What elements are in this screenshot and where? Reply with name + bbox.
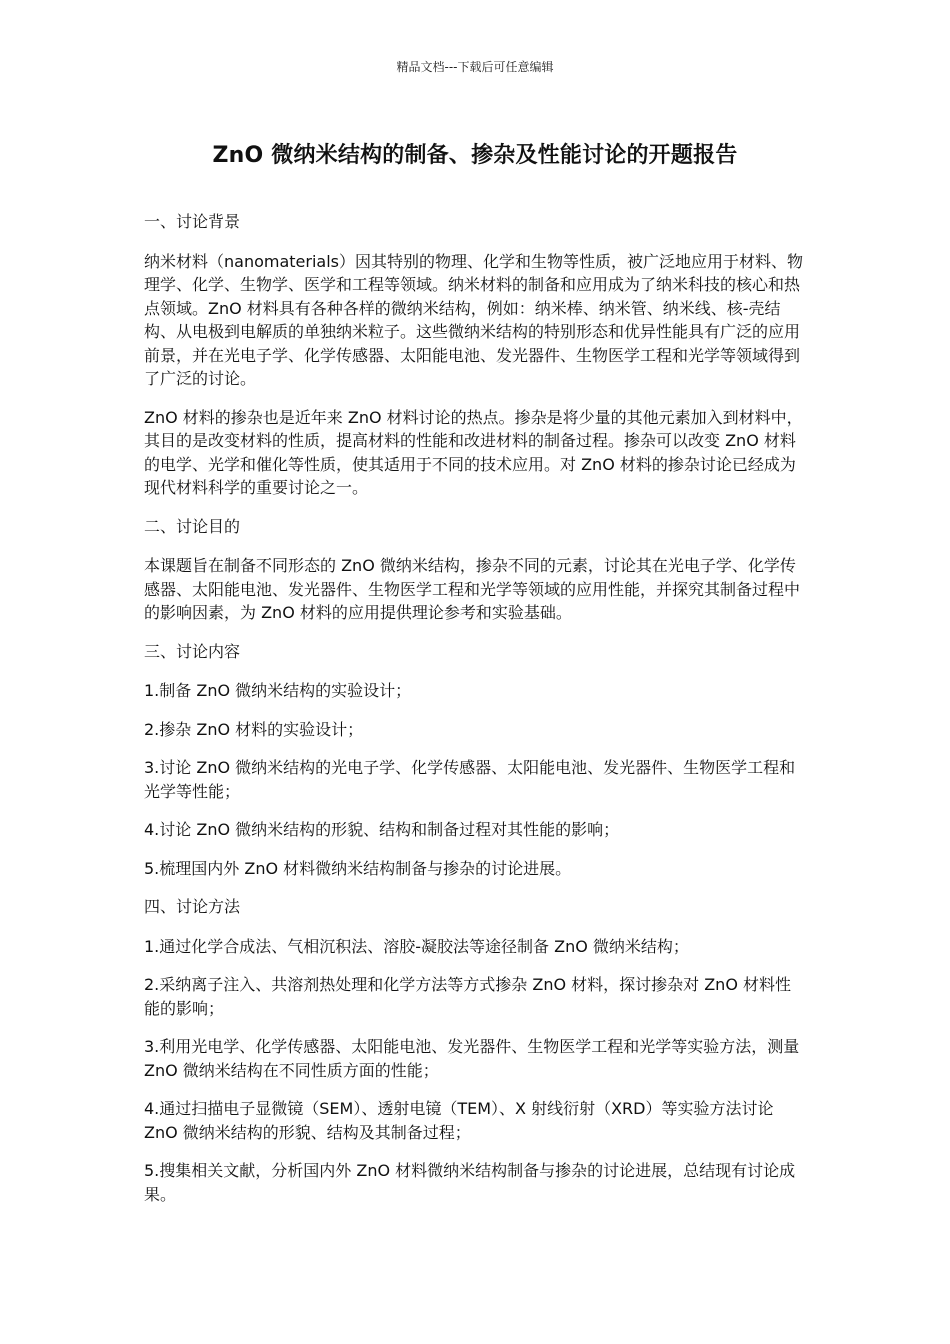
list-item: 4.讨论 ZnO 微纳米结构的形貌、结构和制备过程对其性能的影响；: [144, 820, 620, 839]
list-item: 3.讨论 ZnO 微纳米结构的光电子学、化学传感器、太阳能电池、发光器件、生物医学工程和光学等性能；: [144, 758, 796, 801]
section-heading-purpose: 二、讨论目的: [144, 516, 241, 536]
section-heading-background: 一、讨论背景: [144, 212, 241, 231]
list-item: 1.制备 ZnO 微纳米结构的实验设计；: [144, 681, 412, 700]
paragraph: 纳米材料（nanomaterials）因其特别的物理、化学和生物等性质，被广泛地应用于材料、物理学、化学、生物学、医学和工程等领域。纳米材料的制备和应用成为了纳米科技的核心和热点领域。ZnO 材料具有各种各样的微纳米结构，例如：纳米棒、纳米管、纳米线、核-壳结构、从电极到电解质的单独纳米粒子。这些微纳米结构的特别形态和优异性能具有广泛的应用前景，并在光电子学、化学传感器、太阳能电池、发光器件、生物医学工程和光学等领域得到了广泛的讨论。: [144, 251, 803, 388]
document-title: ZnO 微纳米结构的制备、掺杂及性能讨论的开题报告: [212, 143, 738, 168]
paragraph: 本课题旨在制备不同形态的 ZnO 微纳米结构，掺杂不同的元素，讨论其在光电子学、化学传感器、太阳能电池、发光器件、生物医学工程和光学等领域的应用性能，并探究其制备过程中的影响因素，为 ZnO 材料的应用提供理论参考和实验基础。: [144, 556, 801, 622]
section-heading-methods: 四、讨论方法: [144, 897, 241, 916]
list-item: 3.利用光电学、化学传感器、太阳能电池、发光器件、生物医学工程和光学等实验方法，测量 ZnO 微纳米结构在不同性质方面的性能；: [144, 1037, 800, 1080]
list-item: 5.梳理国内外 ZnO 材料微纳米结构制备与掺杂的讨论进展。: [144, 858, 572, 878]
list-item: 2.掺杂 ZnO 材料的实验设计；: [144, 719, 364, 739]
header-note: 精品文档---下载后可任意编辑: [396, 60, 554, 74]
document-body: [144, 210, 806, 1221]
list-item: 4.通过扫描电子显微镜（SEM）、透射电镜（TEM）、X 射线衍射（XRD）等实验方法讨论 ZnO 微纳米结构的形貌、结构及其制备过程；: [144, 1099, 774, 1142]
section-heading-contents: 三、讨论内容: [144, 641, 241, 661]
list-item: 5.搜集相关文献，分析国内外 ZnO 材料微纳米结构制备与掺杂的讨论进展，总结现有讨论成果。: [144, 1161, 796, 1204]
list-item: 1.通过化学合成法、气相沉积法、溶胶-凝胶法等途径制备 ZnO 微纳米结构；: [144, 936, 689, 956]
paragraph: ZnO 材料的掺杂也是近年来 ZnO 材料讨论的热点。掺杂是将少量的其他元素加入到材料中，其目的是改变材料的性质，提高材料的性能和改进材料的制备过程。掺杂可以改变 ZnO 材料的电学、光学和催化等性质，使其适用于不同的技术应用。对 ZnO 材料的掺杂讨论已经成为现代材料科学的重要讨论之一。: [144, 407, 803, 497]
list-item: 2.采纳离子注入、共溶剂热处理和化学方法等方式掺杂 ZnO 材料，探讨掺杂对 ZnO 材料性能的影响；: [144, 975, 792, 1018]
